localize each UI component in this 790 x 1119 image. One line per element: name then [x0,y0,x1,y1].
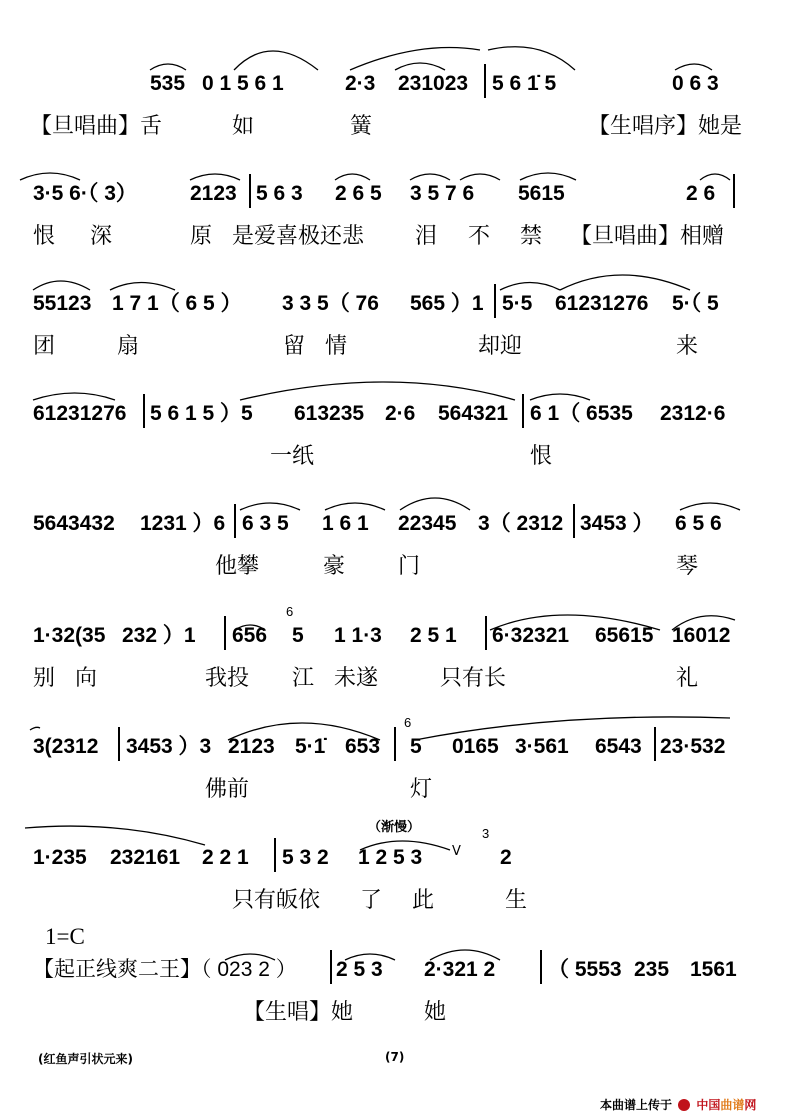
note-group: 6 5 6 [675,512,722,535]
lyric: 【生唱序】她是 [588,114,743,139]
lyric: 江 [292,666,315,691]
site-name-c: 网 [744,1098,757,1112]
note-group: 23·532 [660,735,726,758]
grace-note: 3 [482,826,490,841]
note-group: 1·32(35 [33,624,106,647]
lyric: 不 [468,224,491,249]
lyric: 此 [412,888,435,913]
lyric: 豪 [323,554,346,579]
lyric: 扇 [117,334,140,359]
lyric: 只有长 [440,666,507,691]
note-group: 61231276 [555,292,649,315]
lyric: 原 [190,224,213,249]
lyric: 他攀 [215,554,260,579]
note-group: 5·（ 5 [672,292,719,315]
lyric: 【生唱】她 [243,1000,354,1025]
note-group: 2312·6 [660,402,726,425]
note-group: 5 6 3 [256,182,303,205]
note-group: 2 6 5 [335,182,382,205]
lyric: 【旦唱曲】相赠 [570,224,725,249]
note-group: 0 6 3 [672,72,719,95]
note-group: 22345 [398,512,457,535]
lyric: 了 [360,888,383,913]
note-group: 1 6 1 [322,512,369,535]
lyric: 情 [325,334,348,359]
note-group: 3453 ） [580,512,654,535]
note-group: 5 6 1 5 ）5 [150,402,253,425]
note-group: 3 5 7 6 [410,182,475,205]
note-group: 61231276 [33,402,127,425]
lyric: 恨 [530,444,553,469]
bar-line [330,950,332,984]
note-group: 565 ）1 [410,292,484,315]
note-group: 5·1̇ [295,735,326,758]
note-group: 65615 [595,624,654,647]
note-group: 5·5 [502,292,533,315]
bar-line [274,838,276,872]
note-group: 55123 [33,292,92,315]
lyric: 是爱喜极还悲 [232,224,365,249]
lyric: 恨 [33,224,56,249]
note-group: 【起正线爽二王】（ 023 2 ） [33,958,297,981]
note-group: 0165 [452,735,499,758]
lyric: 未遂 [334,666,379,691]
key-signature: 1=C [45,924,85,949]
lyric: 向 [75,666,98,691]
bar-line [118,727,120,761]
note-group: 2 2 1 [202,846,249,869]
note-group: 2123 [190,182,237,205]
bar-line [249,174,251,208]
lyric: 琴 [676,554,699,579]
note-group: 231023 [398,72,469,95]
note-group: 2·321 2 [424,958,496,981]
lyric: 她 [424,1000,447,1025]
note-group: 5 6 1̇ 5 [492,72,557,95]
bar-line [733,174,735,208]
lyric: 别 [33,666,56,691]
note-group: 6 1（ 6535 [530,402,633,425]
note-group: 564321 [438,402,509,425]
note-group: 3(2312 [33,735,99,758]
note-group: 1 7 1（ 6 5 ） [112,292,242,315]
grace-note: 6 [404,715,412,730]
note-group: 232161 [110,846,181,869]
note-group: 6·32321 [492,624,570,647]
note-group: 235 [634,958,670,981]
note-group: 2123 [228,735,275,758]
note-group: 1231 ）6 [140,512,226,535]
note-group: 2·3 [345,72,376,95]
note-group: 3（ 2312 [478,512,564,535]
lyric: 泪 [415,224,438,249]
lyric: 【旦唱曲】舌 [30,114,163,139]
note-group: 1 1·3 [334,624,382,647]
lyric: 深 [90,224,113,249]
note-group: 6 3 5 [242,512,289,535]
note-group: 5615 [518,182,565,205]
bar-line [143,394,145,428]
lyric: 礼 [676,666,699,691]
tempo-marking: （渐慢） [368,820,421,835]
note-group: 3·5 6·（ 3） [33,182,137,205]
lyric: 门 [398,554,421,579]
note-group: 653 [345,735,381,758]
watermark-text: 本曲谱上传于 [600,1098,673,1112]
note-group: 2·6 [385,402,416,425]
note-group: 1561 [690,958,737,981]
lyric: 簧 [350,114,373,139]
note-group: （ 5553 [548,958,622,981]
lyric: 却迎 [478,334,523,359]
note-group: 656 [232,624,268,647]
footer-title: (红鱼声引状元来) [38,1052,133,1066]
bar-line [234,504,236,538]
note-group: 2 6 [686,182,716,205]
note-group: 5 [292,624,304,647]
note-group: 2 5 1 [410,624,457,647]
note-group: 3·561 [515,735,569,758]
note-group: 5643432 [33,512,115,535]
lyric: 团 [33,334,56,359]
bar-line [573,504,575,538]
lyric: 禁 [520,224,543,249]
note-group: 232 ）1 [122,624,196,647]
note-group: 613235 [294,402,365,425]
lyric: 留 [283,334,306,359]
note-group: 5 3 2 [282,846,329,869]
bar-line [494,284,496,318]
bar-line [485,616,487,650]
note-group: 5 [410,735,422,758]
bar-line [540,950,542,984]
lyric: 佛前 [205,777,250,802]
bar-line [224,616,226,650]
lyric: 只有皈依 [232,888,321,913]
note-group: 1 2 5 3 [358,846,423,869]
site-name-b: 曲谱 [720,1098,745,1112]
site-logo-icon [678,1099,690,1111]
bar-line [394,727,396,761]
lyric: 灯 [410,777,433,802]
note-group: 1·235 [33,846,87,869]
bar-line [522,394,524,428]
note-group: 3 3 5（ 76 [282,292,379,315]
note-group: 2 [500,846,512,869]
lyric: 生 [505,888,528,913]
lyric: 来 [676,334,699,359]
page-number: (7) [385,1050,405,1064]
note-group: 16012 [672,624,731,647]
note-group: 6543 [595,735,642,758]
site-name-a: 中国 [696,1098,721,1112]
note-group: 535 [150,72,186,95]
breath-mark: V [452,844,461,859]
bar-line [484,64,486,98]
lyric: 如 [232,114,255,139]
lyric: 一纸 [270,444,315,469]
grace-note: 6 [286,604,294,619]
watermark [600,1096,756,1113]
bar-line [654,727,656,761]
note-group: 0 1 5 6 1 [202,72,284,95]
note-group: 2 5 3 [336,958,383,981]
lyric: 我投 [205,666,250,691]
note-group: 3453 ）3 [126,735,212,758]
